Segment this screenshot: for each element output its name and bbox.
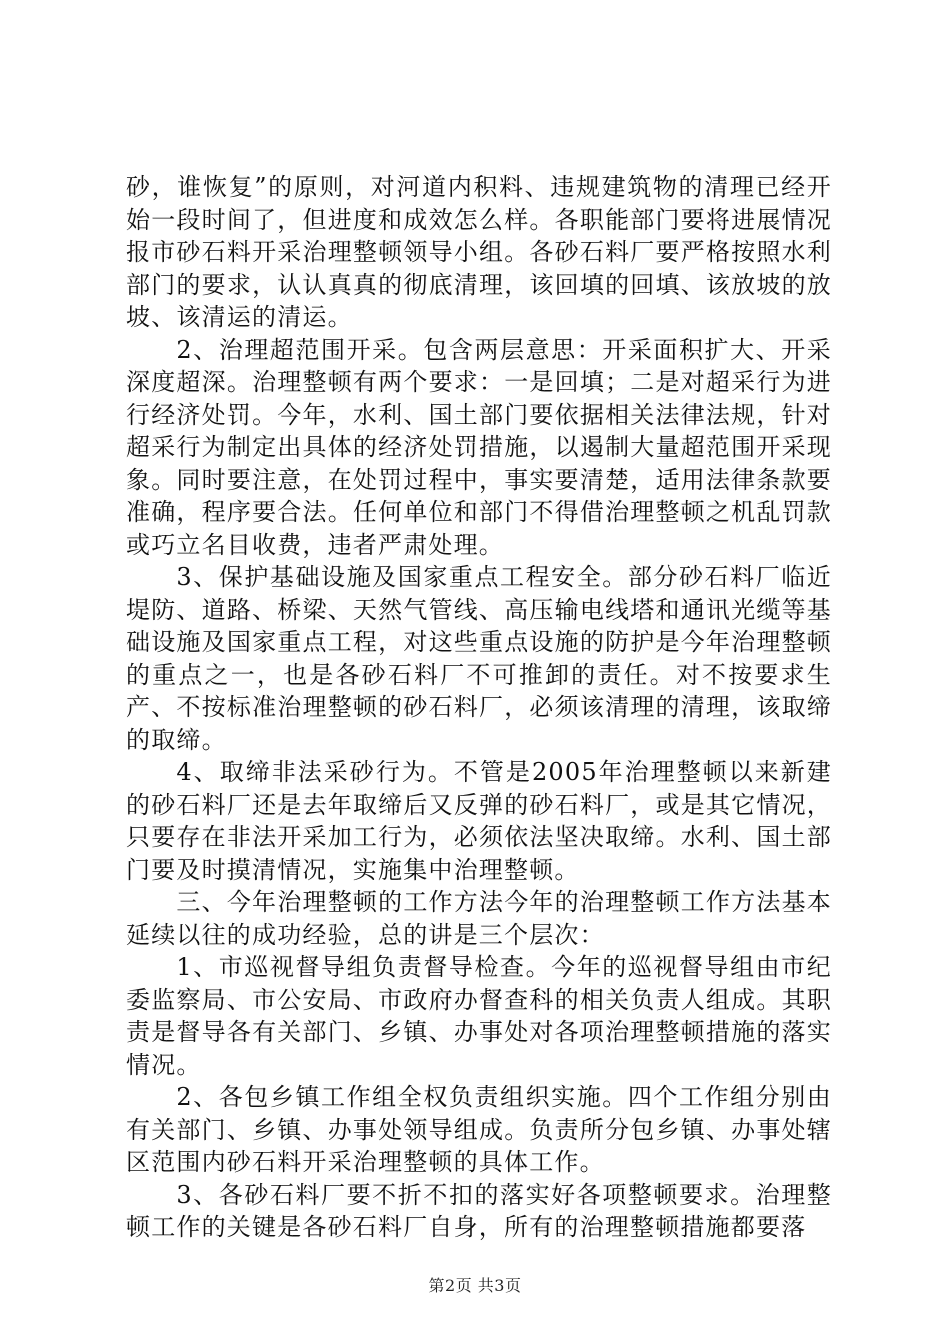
paragraph-item-3: 3、保护基础设施及国家重点工程安全。部分砂石料厂临近堤防、道路、桥梁、天然气管线、高压输电线塔和通讯光缆等基础设施及国家重点工程，对这些重点设施的防护是今年治理整顿的重点之一，也是各砂石料厂不可推卸的责任。对不按要求生产、不按标准治理整顿的砂石料厂，必须该清理的清理，该取缔的取缔。 [126,563,832,754]
page-number: 第2页 共3页 [428,1276,522,1295]
page-footer [0,1273,950,1296]
section-heading-three: 三、今年治理整顿的工作方法今年的治理整顿工作方法基本延续以往的成功经验，总的讲是三个层次： [126,888,832,949]
paragraph-method-2: 2、各包乡镇工作组全权负责组织实施。四个工作组分别由有关部门、乡镇、办事处领导组成。负责所分包乡镇、办事处辖区范围内砂石料开采治理整顿的具体工作。 [126,1083,832,1176]
paragraph-method-3: 3、各砂石料厂要不折不扣的落实好各项整顿要求。治理整顿工作的关键是各砂石料厂自身，所有的治理整顿措施都要落 [126,1180,832,1241]
paragraph-item-4: 4、取缔非法采砂行为。不管是2005年治理整顿以来新建的砂石料厂还是去年取缔后又反弹的砂石料厂，或是其它情况，只要存在非法开采加工行为，必须依法坚决取缔。水利、国土部门要及时摸清情况，实施集中治理整顿。 [126,758,832,884]
paragraph-item-2: 2、治理超范围开采。包含两层意思：开采面积扩大、开采深度超深。治理整顿有两个要求：一是回填；二是对超采行为进行经济处罚。今年，水利、国土部门要依据相关法律法规，针对超采行为制定出具体的经济处罚措施，以遏制大量超范围开采现象。同时要注意，在处罚过程中，事实要清楚，适用法律条款要准确，程序要合法。任何单位和部门不得借治理整顿之机乱罚款或巧立名目收费，违者严肃处理。 [126,335,832,559]
paragraph-continuation: 砂，谁恢复”的原则，对河道内积料、违规建筑物的清理已经开始一段时间了，但进度和成效怎么样。各职能部门要将进展情况报市砂石料开采治理整顿领导小组。各砂石料厂要严格按照水利部门的要求，认认真真的彻底清理，该回填的回填、该放坡的放坡、该清运的清运。 [126,173,832,331]
body-text [126,171,832,1244]
paragraph-method-1: 1、市巡视督导组负责督导检查。今年的巡视督导组由市纪委监察局、市公安局、市政府办督查科的相关负责人组成。其职责是督导各有关部门、乡镇、办事处对各项治理整顿措施的落实情况。 [126,953,832,1079]
